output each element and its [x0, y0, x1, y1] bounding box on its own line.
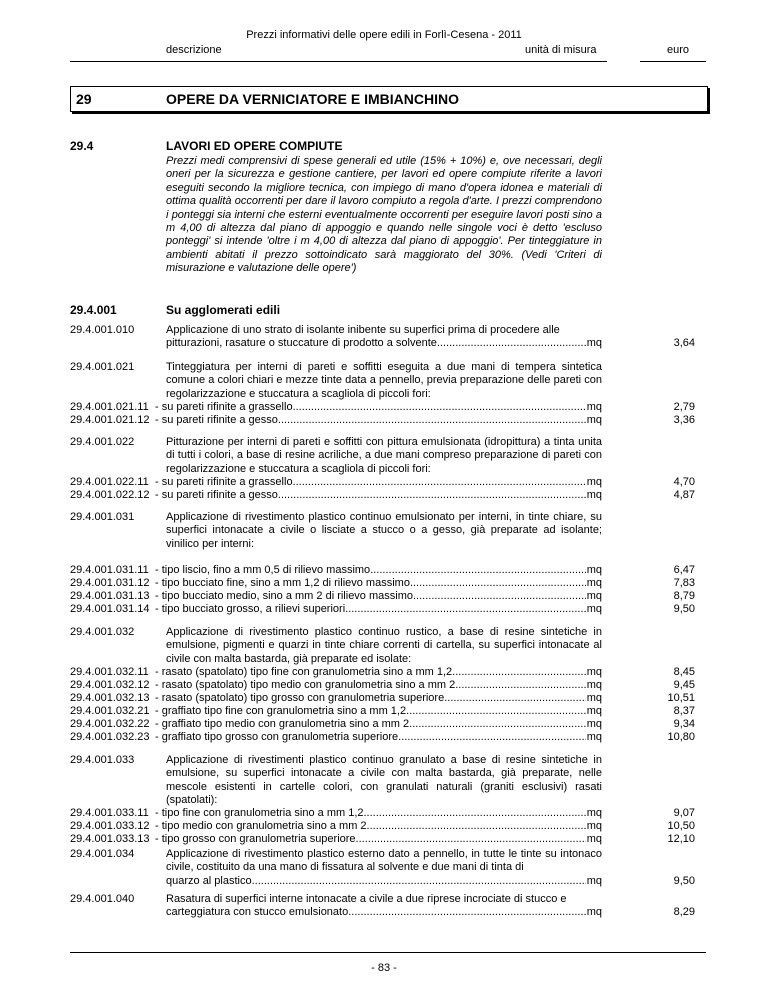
- item-description-line: quarzo al plastico ..... mq: [166, 875, 602, 888]
- subitem-code: 29.4.001.032.22: [70, 718, 150, 730]
- subitem-code: 29.4.001.032.21: [70, 705, 150, 717]
- subitem-description: - tipo liscio, fino a mm 0,5 di rilievo massimo ..... mq: [155, 564, 602, 577]
- subitem-description: - graffiato tipo grosso con granulometria superiore ..... mq: [155, 731, 602, 744]
- column-header-unit: unità di misura: [525, 44, 597, 56]
- item-description: Applicazione di uno strato di isolante inibente su superfici prima di procedere alle: [166, 324, 560, 336]
- subitem-description: - rasato (spatolato) tipo fine con granulometria sino a mm 1,2 ..... mq: [155, 666, 602, 679]
- subitem-description: - rasato (spatolato) tipo medio con granulometria sino a mm 2 ..... mq: [155, 679, 602, 692]
- subitem-price: 8,45: [673, 666, 695, 678]
- subitem-code: 29.4.001.021.12: [70, 414, 150, 426]
- item-description-line: pitturazioni, rasature o stuccature di prodotto a solvente ..... mq: [166, 337, 602, 350]
- subitem-description: - graffiato tipo fine con granulometria sino a mm 1,2 ..... mq: [155, 705, 602, 718]
- subitem-description: - tipo bucciato fine, sino a mm 1,2 di rilievo massimo ..... mq: [155, 577, 602, 590]
- subitem-price: 10,51: [667, 692, 695, 704]
- subitem-description: - graffiato tipo medio con granulometria sino a mm 2 ..... mq: [155, 718, 602, 731]
- subitem-price: 9,45: [673, 679, 695, 691]
- chapter-title: OPERE DA VERNICIATORE E IMBIANCHINO: [166, 91, 459, 107]
- item-code: 29.4.001.021: [70, 361, 135, 373]
- subsection-title: Su agglomerati edili: [166, 303, 281, 317]
- page-header-title: Prezzi informativi delle opere edili in Forlì-Cesena - 2011: [246, 29, 522, 41]
- subitem-code: 29.4.001.032.13: [70, 692, 150, 704]
- subitem-code: 29.4.001.031.12: [70, 577, 150, 589]
- subitem-price: 8,79: [673, 590, 695, 602]
- subitem-code: 29.4.001.032.23: [70, 731, 150, 743]
- item-description: Tinteggiatura per interni di pareti e soffitti eseguita a due mani di tempera sintetica comune a colori chiari e mezze tinte data a pennello, previa preparazione delle pareti con regolarizzazione e stuccatura a scagliola di piccoli fori:: [166, 361, 602, 400]
- subitem-description: - tipo bucciato grosso, a rilievi superiori ..... mq: [155, 603, 602, 616]
- subitem-description: - rasato (spatolato) tipo grosso con granulometria superiore ..... mq: [155, 692, 602, 705]
- subitem-price: 9,34: [673, 718, 695, 730]
- item-price: 9,50: [673, 875, 695, 887]
- euro-column-divider: [640, 61, 706, 62]
- item-code: 29.4.001.034: [70, 848, 135, 860]
- section-title: LAVORI ED OPERE COMPIUTE: [166, 139, 343, 153]
- item-description: Applicazione di rivestimenti plastico continuo granulato a base di resine sintetiche in emulsione, su superfici intonacate a civile con malta bastarda, già preparate, nelle mescole esistenti in cartelle colori, con granulati naturali (graniti esclusivi) rasati (spatolati):: [166, 754, 602, 807]
- subitem-description: - su pareti rifinite a grassello ..... mq: [155, 401, 602, 414]
- subitem-code: 29.4.001.031.14: [70, 603, 150, 615]
- subitem-description: - tipo bucciato medio, sino a mm 2 di rilievo massimo ..... mq: [155, 590, 602, 603]
- item-price: 8,29: [673, 906, 695, 918]
- item-description: Applicazione di rivestimento plastico continuo rustico, a base di resine sintetiche in emulsione, pigmenti e quarzi in tinte chiare correnti di cartella, su superfici intonacate al civile con malta bastarda, già preparate ed isolate:: [166, 626, 602, 665]
- item-description: Pitturazione per interni di pareti e soffitti con pittura emulsionata (idropittura) a tinta unita di tutti i colori, a base di resine acriliche, a due mani compreso preparazione di pareti con regolarizzazione e stuccatura a scagliola di piccoli fori:: [166, 436, 602, 475]
- subitem-price: 10,80: [667, 731, 695, 743]
- subitem-code: 29.4.001.032.11: [70, 666, 149, 678]
- subitem-code: 29.4.001.031.13: [70, 590, 150, 602]
- subitem-price: 12,10: [667, 833, 695, 845]
- subitem-price: 3,36: [673, 414, 695, 426]
- item-code: 29.4.001.040: [70, 893, 135, 905]
- footer-divider: [70, 952, 706, 953]
- subitem-price: 8,37: [673, 705, 695, 717]
- subitem-unit: [640, 919, 695, 932]
- subitem-code: 29.4.001.033.11: [70, 807, 149, 819]
- item-code: 29.4.001.031: [70, 511, 135, 523]
- subitem-description: - tipo grosso con granulometria superiore ..... mq: [155, 833, 602, 846]
- item-code: 29.4.001.033: [70, 754, 135, 766]
- subitem-price: 4,70: [673, 476, 695, 488]
- header-divider: [70, 61, 607, 62]
- subitem-code: 29.4.001.033.13: [70, 833, 150, 845]
- subitem-price: 9,50: [673, 603, 695, 615]
- item-code: 29.4.001.032: [70, 626, 135, 638]
- item-description: Rasatura di superfici interne intonacate a civile a due riprese incrociate di stucco e: [166, 893, 567, 905]
- item-description: Applicazione di rivestimento plastico esterno dato a pennello, in tutte le tinte su intonaco civile, costituito da una mano di fissatura al solvente e due mani di tinta di: [166, 848, 602, 874]
- column-header-description: descrizione: [166, 44, 222, 56]
- subitem-description: [166, 919, 602, 932]
- item-code: 29.4.001.022: [70, 436, 135, 448]
- subitem-code: 29.4.001.031.11: [70, 564, 149, 576]
- subitem-price: 4,87: [673, 489, 695, 501]
- subitem-price: 2,79: [673, 401, 695, 413]
- section-intro: Prezzi medi comprensivi di spese generali ed utile (15% + 10%) e, ove necessari, degli oneri per la sicurezza e gestione cantiere, per lavori ed opere compiute riferite a lavori eseguiti secondo la migliore tecnica, con impiego di mano d'opera idonea e materiali di ottima qualità occorrenti per dare il lavoro compiuto a regola d'arte. I prezzi comprendono i ponteggi sia interni che esterni eventualmente occorrenti per eseguire lavori posti sino a m 4,00 di altezza dal piano di appoggio e quando nelle singole voci è detto 'escluso ponteggi' si intende 'oltre i m 4,00 di altezza dal piano di appoggio'. Per tinteggiature in ambienti abitati il prezzo sottoindicato sarà maggiorato del 30%. (Vedi 'Criteri di misurazione e valutazione delle opere'): [166, 155, 602, 275]
- subitem-description: - tipo medio con granulometria sino a mm 2 ..... mq: [155, 820, 602, 833]
- section-code: 29.4: [70, 139, 94, 153]
- subitem-code: 29.4.001.033.12: [70, 820, 150, 832]
- subitem-price: 7,83: [673, 577, 695, 589]
- chapter-code: 29: [76, 91, 92, 107]
- subitem-price: 10,50: [667, 820, 695, 832]
- item-description-line: carteggiatura con stucco emulsionato ..... mq: [166, 906, 602, 919]
- subitem-description: - su pareti rifinite a gesso ..... mq: [155, 414, 602, 427]
- subitem-code: 29.4.001.022.12: [70, 489, 150, 501]
- page-number: - 83 -: [371, 962, 397, 974]
- subitem-code: 29.4.001.022.11: [70, 476, 149, 488]
- subitem-price: 6,47: [673, 564, 695, 576]
- item-price: 3,64: [673, 337, 695, 349]
- subitem-code: 29.4.001.032.12: [70, 679, 150, 691]
- subsection-code: 29.4.001: [70, 303, 117, 317]
- subitem-description: - su pareti rifinite a gesso ..... mq: [155, 489, 602, 502]
- item-code: 29.4.001.010: [70, 324, 135, 336]
- subitem-code: 29.4.001.021.11: [70, 401, 149, 413]
- subitem-description: - tipo fine con granulometria sino a mm 1,2 ..... mq: [155, 807, 602, 820]
- subitem-price: 9,07: [673, 807, 695, 819]
- subitem-description: - su pareti rifinite a grassello ..... mq: [155, 476, 602, 489]
- column-header-euro: euro: [667, 44, 690, 56]
- item-description: Applicazione di rivestimento plastico continuo emulsionato per interni, in tinte chiare, su superfici intonacate a civile o lisciate a stucco o a gesso, già preparate ad isolante; vinilico per interni:: [166, 511, 602, 550]
